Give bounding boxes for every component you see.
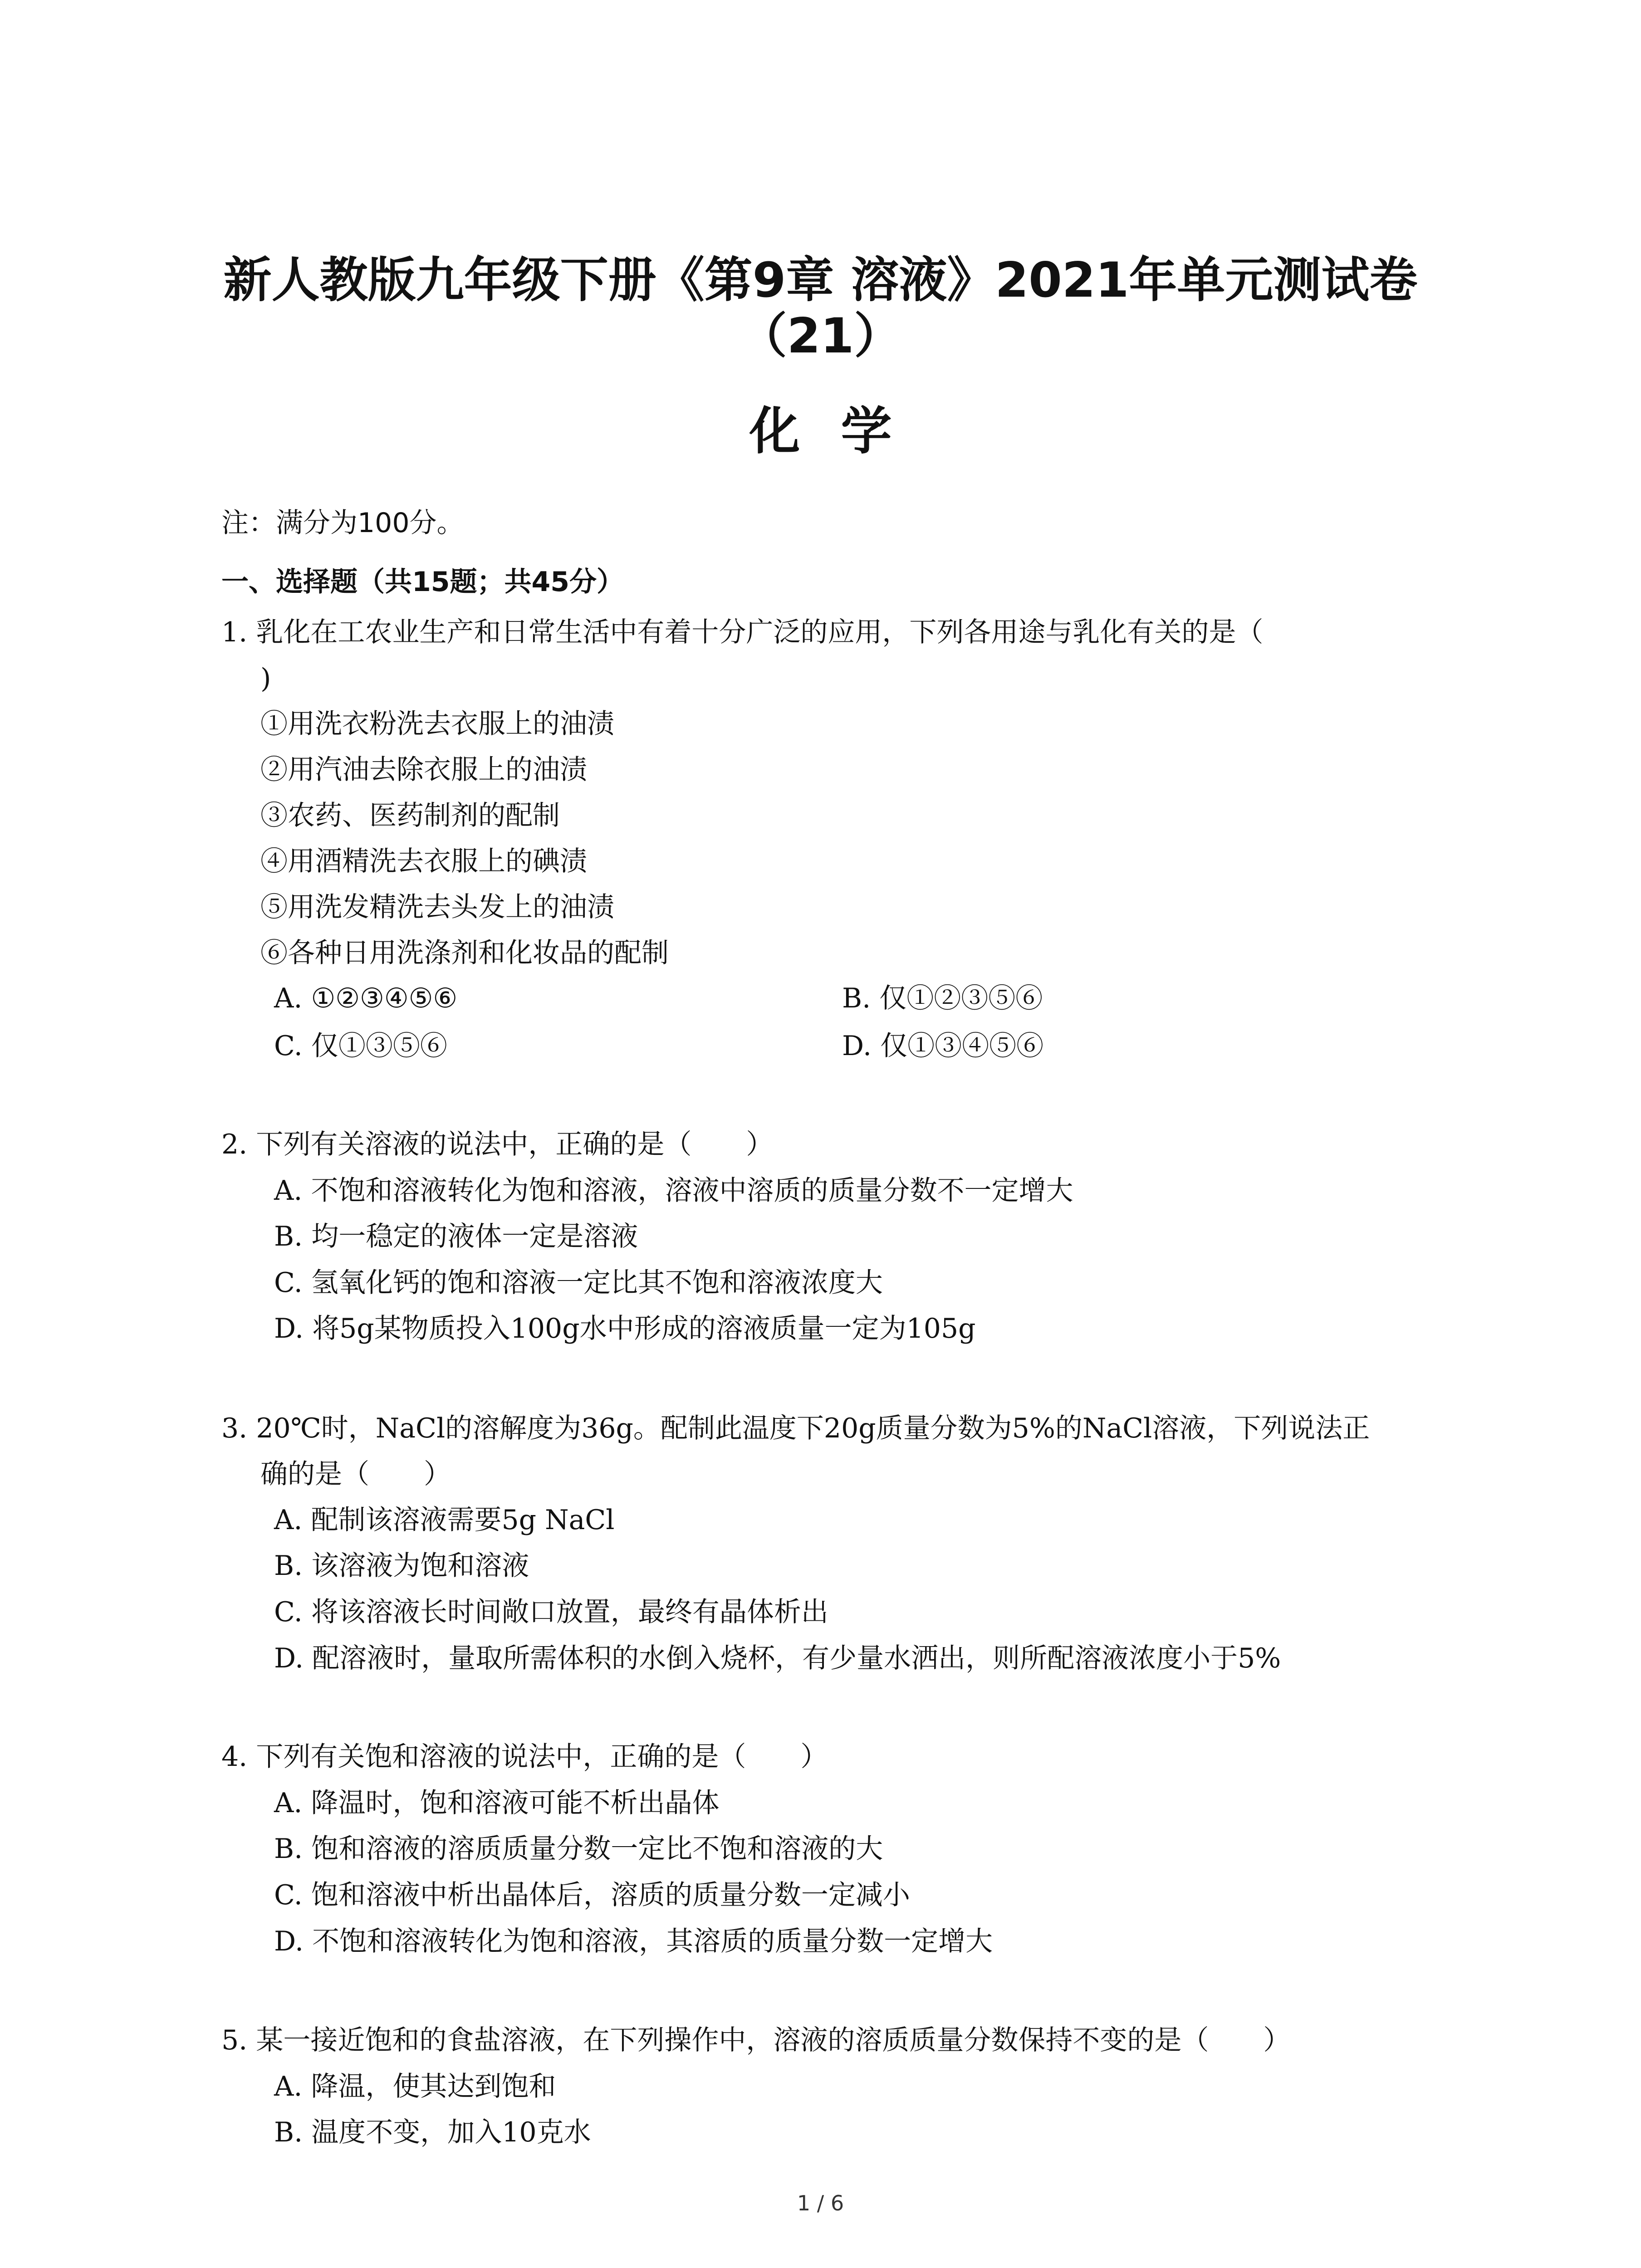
option-a: A. 不饱和溶液转化为饱和溶液，溶液中溶质的质量分数不一定增大: [274, 1175, 1073, 1207]
statement-item: ③农药、医药制剂的配制: [260, 800, 560, 831]
option-a: A. 降温，使其达到饱和: [274, 2071, 556, 2102]
question-stem: 2. 下列有关溶液的说法中，正确的是（ ）: [221, 1129, 774, 1160]
document-title-line2: （21）: [739, 308, 902, 364]
option-a: A. ①②③④⑤⑥: [274, 982, 458, 1014]
option-b: B. 饱和溶液的溶质质量分数一定比不饱和溶液的大: [274, 1833, 883, 1865]
option-d: D. 配溶液时，量取所需体积的水倒入烧杯，有少量水洒出，则所配溶液浓度小于5%: [274, 1642, 1281, 1674]
statement-item: ④用酒精洗去衣服上的碘渍: [260, 846, 587, 877]
statement-item: ①用洗衣粉洗去衣服上的油渍: [260, 708, 614, 740]
option-c: C. 饱和溶液中析出晶体后，溶质的质量分数一定减小: [274, 1879, 910, 1911]
question-stem: 1. 乳化在工农业生产和日常生活中有着十分广泛的应用，下列各用途与乳化有关的是（: [221, 616, 1264, 648]
option-b: B. 该溶液为饱和溶液: [274, 1550, 529, 1582]
option-d: D. 仅①③④⑤⑥: [842, 1030, 1044, 1062]
option-d: D. 不饱和溶液转化为饱和溶液，其溶质的质量分数一定增大: [274, 1926, 993, 1957]
statement-item: ⑤用洗发精洗去头发上的油渍: [260, 891, 614, 923]
question-stem: 4. 下列有关饱和溶液的说法中，正确的是（ ）: [221, 1741, 828, 1773]
option-a: A. 配制该溶液需要5g NaCl: [274, 1504, 615, 1536]
question-stem-cont: 确的是（ ）: [260, 1458, 451, 1490]
option-b: B. 均一稳定的液体一定是溶液: [274, 1221, 638, 1252]
question-stem-cont: ): [260, 663, 271, 694]
option-c: C. 氢氧化钙的饱和溶液一定比其不饱和溶液浓度大: [274, 1267, 883, 1299]
score-note: 注：满分为100分。: [221, 507, 464, 539]
statement-item: ⑥各种日用洗涤剂和化妆品的配制: [260, 937, 669, 969]
subject-heading: 化学: [749, 402, 933, 461]
document-title-line1: 新人教版九年级下册《第9章 溶液》2021年单元测试卷: [223, 252, 1418, 308]
page-number: 1 / 6: [797, 2191, 844, 2215]
option-b: B. 仅①②③⑤⑥: [842, 982, 1043, 1014]
option-c: C. 仅①③⑤⑥: [274, 1030, 447, 1062]
question-stem: 5. 某一接近饱和的食盐溶液，在下列操作中，溶液的溶质质量分数保持不变的是（ ）: [221, 2024, 1291, 2056]
section-heading: 一、选择题（共15题；共45分）: [221, 566, 624, 598]
option-b: B. 温度不变，加入10克水: [274, 2116, 591, 2148]
statement-item: ②用汽油去除衣服上的油渍: [260, 754, 587, 786]
question-stem: 3. 20℃时，NaCl的溶解度为36g。配制此温度下20g质量分数为5%的NaCl溶液，下列说法正: [221, 1413, 1370, 1444]
option-a: A. 降温时，饱和溶液可能不析出晶体: [274, 1787, 720, 1819]
option-c: C. 将该溶液长时间敞口放置，最终有晶体析出: [274, 1596, 828, 1628]
option-d: D. 将5g某物质投入100g水中形成的溶液质量一定为105g: [274, 1313, 976, 1344]
